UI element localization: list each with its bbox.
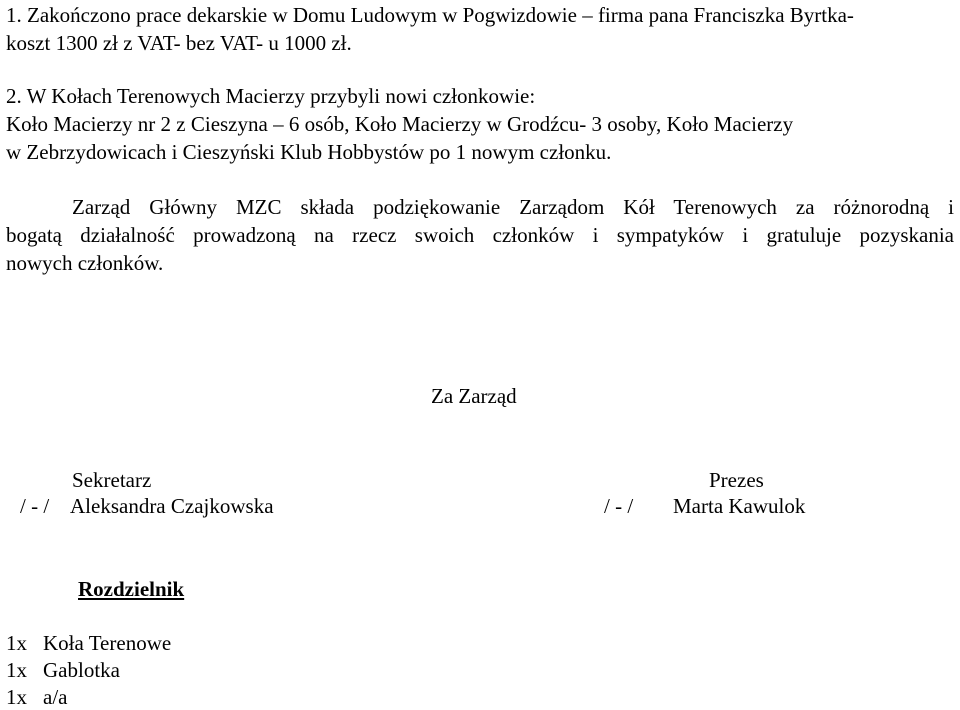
paragraph-2-line-2: Koło Macierzy nr 2 z Cieszyna – 6 osób, Koło Macierzy w Grodźcu- 3 osoby, Koło Macierzy xyxy=(6,112,794,136)
paragraph-2-line-3: w Zebrzydowicach i Cieszyński Klub Hobbystów po 1 nowym członku. xyxy=(6,140,612,164)
secretary-role: Sekretarz xyxy=(72,468,152,492)
paragraph-3-line-1: Zarząd Główny MZC składa podziękowanie Zarządom Kół Terenowych za różnorodną i xyxy=(72,195,954,219)
president-name: Marta Kawulok xyxy=(673,494,806,518)
distribution-item-label: Koła Terenowe xyxy=(43,631,172,655)
paragraph-1-line-2: koszt 1300 zł z VAT- bez VAT- u 1000 zł. xyxy=(6,31,352,55)
distribution-item-qty: 1x xyxy=(6,658,27,682)
secretary-name: Aleksandra Czajkowska xyxy=(70,494,274,518)
secretary-signature-mark: / - / xyxy=(20,494,50,518)
distribution-item-label: Gablotka xyxy=(43,658,120,682)
signature-heading: Za Zarząd xyxy=(431,384,517,408)
paragraph-3-line-2: bogatą działalność prowadzoną na rzecz swoich członków i sympatyków i gratuluje pozyskania xyxy=(6,223,954,247)
distribution-item-qty: 1x xyxy=(6,631,27,655)
paragraph-3-line-3: nowych członków. xyxy=(6,251,164,275)
president-signature-mark: / - / xyxy=(604,494,634,518)
distribution-title: Rozdzielnik xyxy=(78,577,185,601)
distribution-item-qty: 1x xyxy=(6,685,27,709)
president-role: Prezes xyxy=(709,468,764,492)
distribution-item-label: a/a xyxy=(43,685,68,709)
paragraph-2-line-1: 2. W Kołach Terenowych Macierzy przybyli nowi członkowie: xyxy=(6,84,536,108)
paragraph-1-line-1: 1. Zakończono prace dekarskie w Domu Ludowym w Pogwizdowie – firma pana Franciszka Byrtka- xyxy=(6,3,854,27)
